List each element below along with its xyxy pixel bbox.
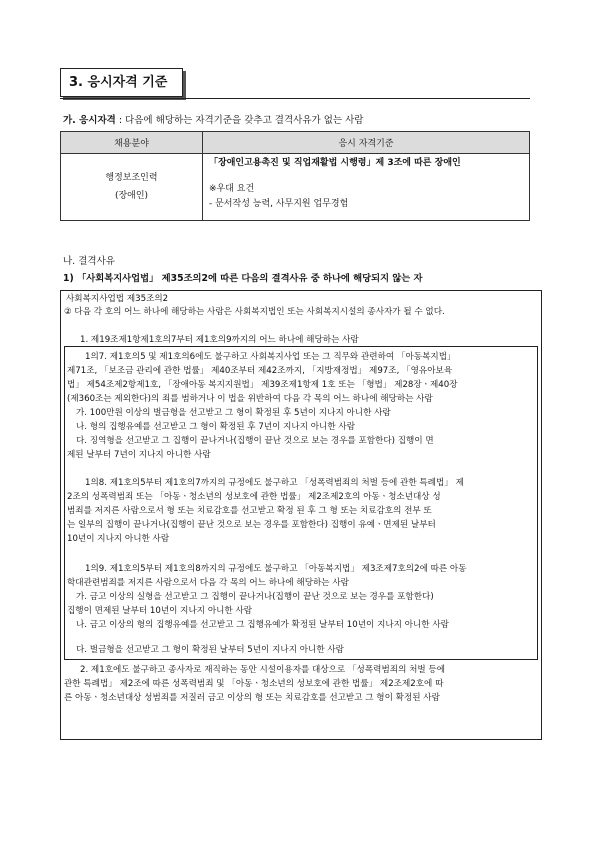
subsection-na-1: 1) 「사회복지사업법」 제35조의2에 따른 다음의 결격사유 중 하나에 해당되지 않는 자 bbox=[63, 273, 423, 284]
table-row bbox=[61, 154, 530, 221]
law-item-1-8-line: 는 일부의 집행이 끝나거나(집행이 끝난 것으로 보는 경우를 포함한다) 집행이 유예ㆍ면제된 날부터 bbox=[67, 520, 436, 530]
law-item-1-7-line: (제360조는 제외한다)의 죄를 범하거나 이 법을 위반하여 다음 각 목의 어느 하나에 해당하는 사람 bbox=[67, 394, 433, 404]
law-title: 사회복지사업법 제35조의2 bbox=[66, 294, 169, 304]
law-item-1-7-line: 법」 제54조제2항제1호, 「장애아동 복지지원법」 제39조제1항제 1호 또는 「형법」 제28장ㆍ제40장 bbox=[67, 380, 458, 390]
law-item-1: 1. 제19조제1항제1호의7부터 제1호의9까지의 어느 하나에 해당하는 사람 bbox=[80, 335, 359, 345]
eligibility-table bbox=[60, 131, 530, 221]
law-item-2-line: 관한 특례법」 제2조에 따른 성폭력범죄 및 「아동ㆍ청소년의 성보호에 관한 법률」 제2조제2호에 따 bbox=[64, 679, 444, 689]
law-item-2-line: 른 아동ㆍ청소년대상 성범죄를 저질러 금고 이상의 형 또는 치료감호를 선고받고 그 형이 확정된 사람 bbox=[64, 693, 440, 703]
table-cell-criteria bbox=[203, 154, 530, 221]
law-item-1-7-subitem: 나. 형의 집행유예를 선고받고 그 형이 확정된 후 7년이 지나지 아니한 사람 bbox=[76, 422, 355, 432]
criteria-law: 「장애인고용촉진 및 직업재활법 시행령」제 3조에 따른 장애인 bbox=[209, 158, 461, 168]
section-title: 3. 응시자격 기준 bbox=[60, 68, 183, 97]
table-header-row bbox=[61, 132, 530, 154]
subsection-ga-desc: : 다음에 해당하는 자격기준을 갖추고 결격사유가 없는 사람 bbox=[115, 115, 364, 126]
law-item-1-9-subitem: 집행이 면제된 날부터 10년이 지나지 아니한 사람 bbox=[67, 606, 253, 616]
law-item-1-7-line: 1의7. 제1호의5 및 제1호의6에도 불구하고 사회복지사업 또는 그 직무와 관련하여 「아동복지법」 bbox=[85, 352, 456, 362]
law-item-1-8-line: 1의8. 제1호의5부터 제1호의7까지의 규정에도 불구하고 「성폭력범죄의 처벌 등에 관한 특례법」 제 bbox=[85, 478, 464, 488]
law-paragraph-2: ② 다음 각 호의 어느 하나에 해당하는 사람은 사회복지법인 또는 사회복지시설의 종사자가 될 수 없다. bbox=[64, 307, 445, 317]
law-item-1-7-subitem: 가. 100만원 이상의 벌금형을 선고받고 그 형이 확정된 후 5년이 지나지 아니한 사람 bbox=[76, 408, 391, 418]
law-item-1-9-line: 1의9. 제1호의5부터 제1호의8까지의 규정에도 불구하고 「아동복지법」 제3조제7호의2에 따른 아동 bbox=[85, 564, 467, 574]
field-name: 행정보조인력 bbox=[105, 173, 158, 183]
subsection-ga-label: 가. 응시자격 bbox=[63, 115, 116, 126]
law-item-1-7-line: 제71조, 「보조금 관리에 관한 법률」 제40조부터 제42조까지, 「지방재정법」 제97조, 「영유아보육 bbox=[67, 366, 453, 376]
field-name-sub: (장애인) bbox=[114, 191, 149, 201]
law-item-1-7-subitem: 제된 날부터 7년이 지나지 아니한 사람 bbox=[67, 450, 211, 460]
law-item-1-8-line: 10년이 지나지 아니한 사람 bbox=[67, 534, 170, 544]
law-item-1-9-subitem: 나. 금고 이상의 형의 집행유예를 선고받고 그 집행유예가 확정된 날부터 10년이 지나지 아니한 사람 bbox=[76, 620, 449, 630]
table-header-field: 채용분야 bbox=[61, 132, 203, 154]
law-item-1-8-line: 2조의 성폭력범죄 또는 「아동ㆍ청소년의 성보호에 관한 법률」 제2조제2호의 아동ㆍ청소년대상 성 bbox=[67, 492, 441, 502]
section-title-underline bbox=[60, 98, 530, 99]
table-header-criteria: 응시 자격기준 bbox=[203, 132, 530, 154]
law-item-1-9-subitem: 가. 금고 이상의 실형을 선고받고 그 집행이 끝나거나(집행이 끝난 것으로 보는 경우를 포함한다) bbox=[76, 592, 434, 602]
table-cell-field bbox=[61, 154, 203, 221]
subsection-ga bbox=[63, 112, 363, 126]
preference-title: ※우대 요건 bbox=[209, 184, 255, 194]
preference-item: - 문서작성 능력, 사무지원 업무경험 bbox=[209, 199, 349, 209]
law-item-1-9-line: 학대관련범죄를 저지른 사람으로서 다음 각 목의 어느 하나에 해당하는 사람 bbox=[67, 578, 349, 588]
law-item-1-9-subitem: 다. 벌금형을 선고받고 그 형이 확정된 날부터 5년이 지나지 아니한 사람 bbox=[76, 645, 344, 655]
law-item-1-8-line: 범죄를 저지른 사람으로서 형 또는 치료감호를 선고받고 확정 된 후 그 형 또는 치료감호의 전부 또 bbox=[67, 506, 432, 516]
law-item-2-line: 2. 제1호에도 불구하고 종사자로 재직하는 동안 시설이용자를 대상으로 「성폭력범죄의 처벌 등에 bbox=[80, 665, 446, 675]
subsection-na: 나. 결격사유 bbox=[63, 256, 115, 267]
law-item-1-7-subitem: 다. 징역형을 선고받고 그 집행이 끝나거나(집행이 끝난 것으로 보는 경우를 포함한다) 집행이 면 bbox=[76, 436, 434, 446]
